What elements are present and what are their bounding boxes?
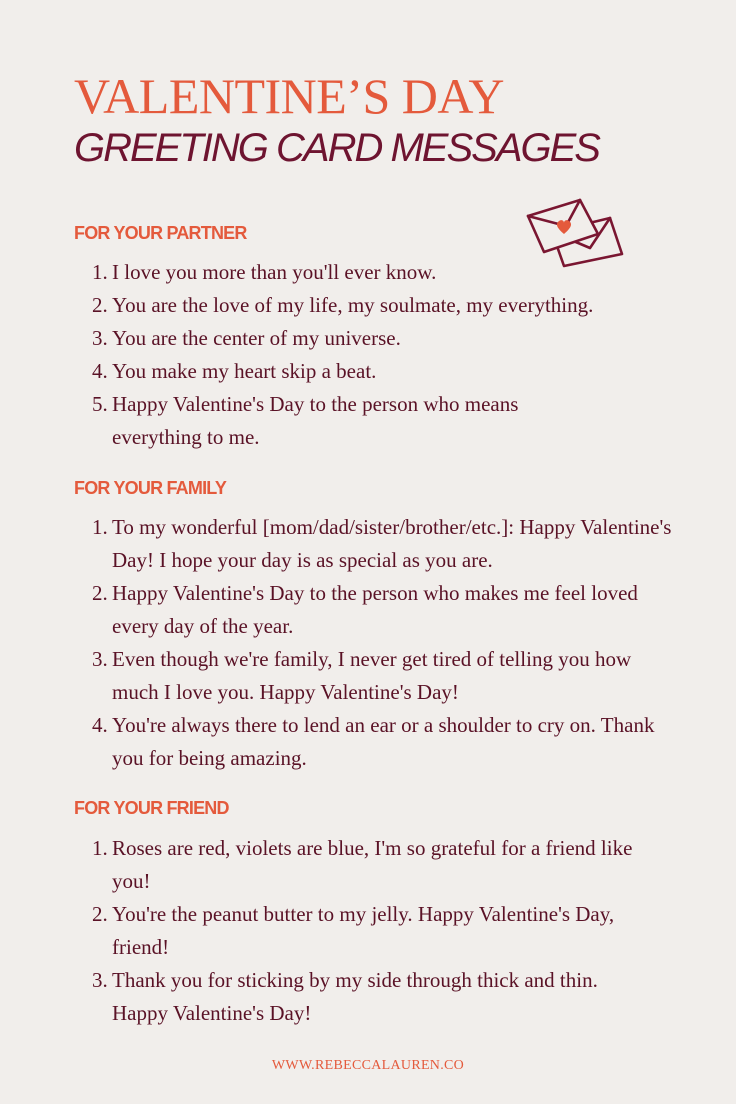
page-title: VALENTINE’S DAY	[74, 68, 504, 124]
family-message-list	[0, 511, 736, 775]
list-item	[0, 511, 672, 577]
item-number: 3.	[92, 968, 108, 992]
item-number: 5.	[92, 392, 108, 416]
item-text: Happy Valentine's Day to the person who means everything to me.	[112, 392, 519, 449]
list-item	[0, 964, 632, 1030]
item-number: 2.	[92, 293, 108, 317]
item-text: You're the peanut butter to my jelly. Happy Valentine's Day, friend!	[112, 902, 615, 959]
item-number: 4.	[92, 359, 108, 383]
item-text: You are the love of my life, my soulmate, my everything.	[112, 293, 594, 317]
list-item	[0, 577, 672, 643]
item-number: 2.	[92, 902, 108, 926]
list-item	[0, 643, 672, 709]
list-item	[0, 709, 672, 775]
section-heading-friend: FOR YOUR FRIEND	[74, 798, 229, 818]
list-item	[0, 355, 672, 388]
item-text: Roses are red, violets are blue, I'm so grateful for a friend like you!	[112, 836, 633, 893]
item-text: You make my heart skip a beat.	[112, 359, 377, 383]
item-text: I love you more than you'll ever know.	[112, 260, 437, 284]
list-item	[0, 898, 672, 964]
list-item	[0, 388, 612, 454]
footer-url: WWW.REBECCALAUREN.CO	[271, 1058, 465, 1073]
item-number: 1.	[92, 836, 108, 860]
item-text: Happy Valentine's Day to the person who makes me feel loved every day of the year.	[112, 581, 638, 638]
item-number: 3.	[92, 647, 108, 671]
item-number: 3.	[92, 326, 108, 350]
list-item	[0, 322, 672, 355]
item-text: You are the center of my universe.	[112, 326, 401, 350]
list-item	[0, 289, 672, 322]
item-number: 4.	[92, 713, 108, 737]
item-number: 1.	[92, 260, 108, 284]
item-number: 1.	[92, 515, 108, 539]
item-text: Even though we're family, I never get tired of telling you how much I love you. Happy Valentine's Day!	[112, 647, 632, 704]
page-subtitle: GREETING CARD MESSAGES	[74, 126, 599, 170]
item-text: To my wonderful [mom/dad/sister/brother/etc.]: Happy Valentine's Day! I hope your day is as special as you are.	[112, 515, 672, 572]
item-text: Thank you for sticking by my side through thick and thin. Happy Valentine's Day!	[112, 968, 598, 1025]
section-heading-partner: FOR YOUR PARTNER	[74, 223, 247, 243]
list-item	[0, 832, 672, 898]
partner-message-list	[0, 256, 736, 454]
item-text: You're always there to lend an ear or a shoulder to cry on. Thank you for being amazing.	[112, 713, 655, 770]
section-heading-family: FOR YOUR FAMILY	[74, 478, 227, 498]
list-item	[0, 256, 672, 289]
item-number: 2.	[92, 581, 108, 605]
friend-message-list	[0, 832, 736, 1030]
